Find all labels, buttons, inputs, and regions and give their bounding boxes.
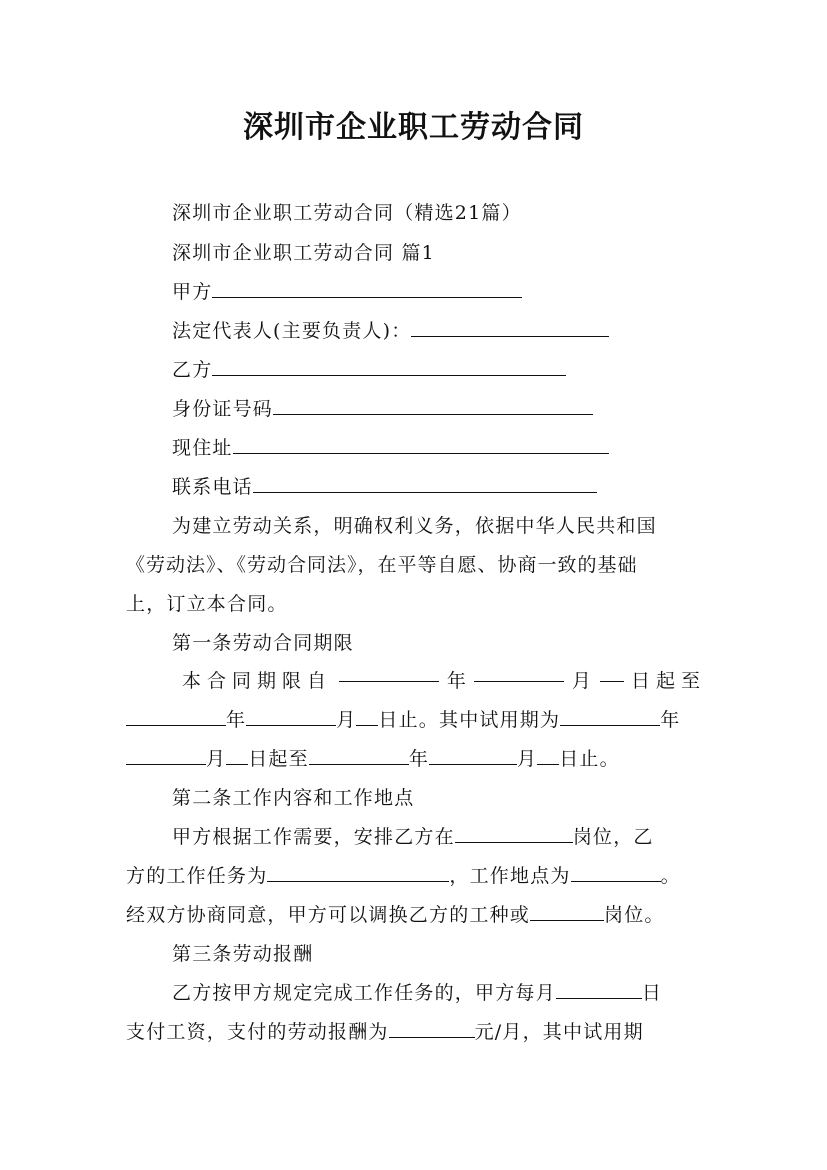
position-blank (455, 827, 573, 843)
start-year-blank (339, 666, 439, 682)
article-2-line-1-text: 甲方根据工作需要，安排乙方在 (172, 826, 455, 848)
article-2-line-1-tail: 岗位，乙 (572, 826, 654, 848)
address-blank (233, 438, 609, 454)
probation-end-month-blank (429, 749, 517, 765)
probation-start-month-blank (126, 749, 206, 765)
party-b-blank (212, 360, 566, 376)
article-3-line-2 (126, 1017, 706, 1044)
probation-label: 日止。其中试用期为 (378, 709, 561, 731)
end-month-blank (246, 710, 336, 726)
work-task-blank (267, 866, 449, 882)
end-year-blank (126, 710, 226, 726)
phone-field (126, 472, 706, 499)
intro-line-1: 为建立劳动关系，明确权利义务，依据中华人民共和国 (172, 515, 657, 537)
party-a-label: 甲方 (172, 281, 213, 303)
probation-end-month-label: 月 (517, 748, 538, 770)
article-1-heading: 第一条劳动合同期限 (172, 632, 354, 654)
article-3-line-1-tail: 日 (641, 982, 663, 1004)
article-2-line-3-text: 经双方协商同意，甲方可以调换乙方的工种或 (126, 904, 531, 926)
probation-end-year-blank (309, 749, 409, 765)
section-heading: 深圳市企业职工劳动合同 篇1 (172, 242, 435, 264)
start-month-blank (474, 666, 564, 682)
id-number-label: 身份证号码 (172, 398, 274, 420)
start-year-label: 年 (446, 670, 468, 692)
article-3-line-2-tail: 元/月，其中试用期 (474, 1021, 644, 1043)
legal-rep-label: 法定代表人(主要负责人)： (172, 320, 412, 342)
probation-start-day-blank (226, 749, 248, 765)
id-number-blank (273, 399, 593, 415)
intro-line-3: 上，订立本合同。 (126, 593, 288, 615)
probation-end-day-blank (537, 749, 559, 765)
document-title: 深圳市企业职工劳动合同 (243, 110, 584, 145)
article-3-heading: 第三条劳动报酬 (172, 943, 314, 965)
probation-start-year-label: 年 (660, 709, 681, 731)
work-task-label: 方的工作任务为 (126, 865, 268, 887)
address-label: 现住址 (172, 437, 233, 459)
start-month-label: 月 (571, 670, 593, 692)
phone-blank (253, 477, 597, 493)
probation-end-year-label: 年 (408, 748, 430, 770)
article-2-line-1 (126, 822, 706, 849)
party-b-field (126, 355, 706, 382)
end-day-blank (356, 710, 378, 726)
party-a-field (126, 277, 706, 304)
probation-start-year-blank (560, 710, 660, 726)
article-2-line-3 (126, 900, 706, 927)
probation-start-day-label: 日起至 (248, 748, 309, 770)
probation-end-day-label: 日止。 (559, 748, 620, 770)
id-number-field (126, 394, 706, 421)
article-2-line-3-tail: 岗位。 (604, 904, 665, 926)
probation-start-month-label: 月 (206, 748, 227, 770)
article-2-heading: 第二条工作内容和工作地点 (172, 787, 415, 809)
address-field (126, 433, 706, 460)
article-3-line-2-text: 支付工资，支付的劳动报酬为 (126, 1021, 389, 1043)
start-day-label: 日起至 (630, 670, 706, 692)
article-1-line-2 (126, 705, 706, 732)
article-1-line-1 (126, 666, 706, 693)
pay-day-blank (556, 983, 642, 999)
intro-line-2: 《劳动法》、《劳动合同法》，在平等自愿、协商一致的基础 (126, 554, 638, 576)
legal-rep-field (126, 316, 706, 343)
new-position-blank (530, 905, 604, 921)
article-3-line-1 (126, 978, 706, 1005)
end-month-label: 月 (336, 709, 357, 731)
party-a-blank (212, 282, 522, 298)
party-b-label: 乙方 (172, 359, 213, 381)
end-year-label: 年 (226, 709, 247, 731)
legal-rep-blank (411, 321, 609, 337)
phone-label: 联系电话 (172, 476, 253, 498)
salary-blank (389, 1022, 475, 1038)
article-1-line-3 (126, 744, 706, 771)
term-start-label: 本合同期限自 (182, 670, 333, 692)
work-location-label: ，工作地点为 (449, 865, 571, 887)
article-2-line-2-tail: 。 (660, 865, 681, 887)
article-2-line-2 (126, 861, 706, 888)
article-3-line-1-text: 乙方按甲方规定完成工作任务的，甲方每月 (172, 982, 556, 1004)
work-location-blank (571, 866, 661, 882)
document-subtitle: 深圳市企业职工劳动合同（精选21篇） (172, 202, 522, 224)
start-day-blank (600, 666, 624, 682)
